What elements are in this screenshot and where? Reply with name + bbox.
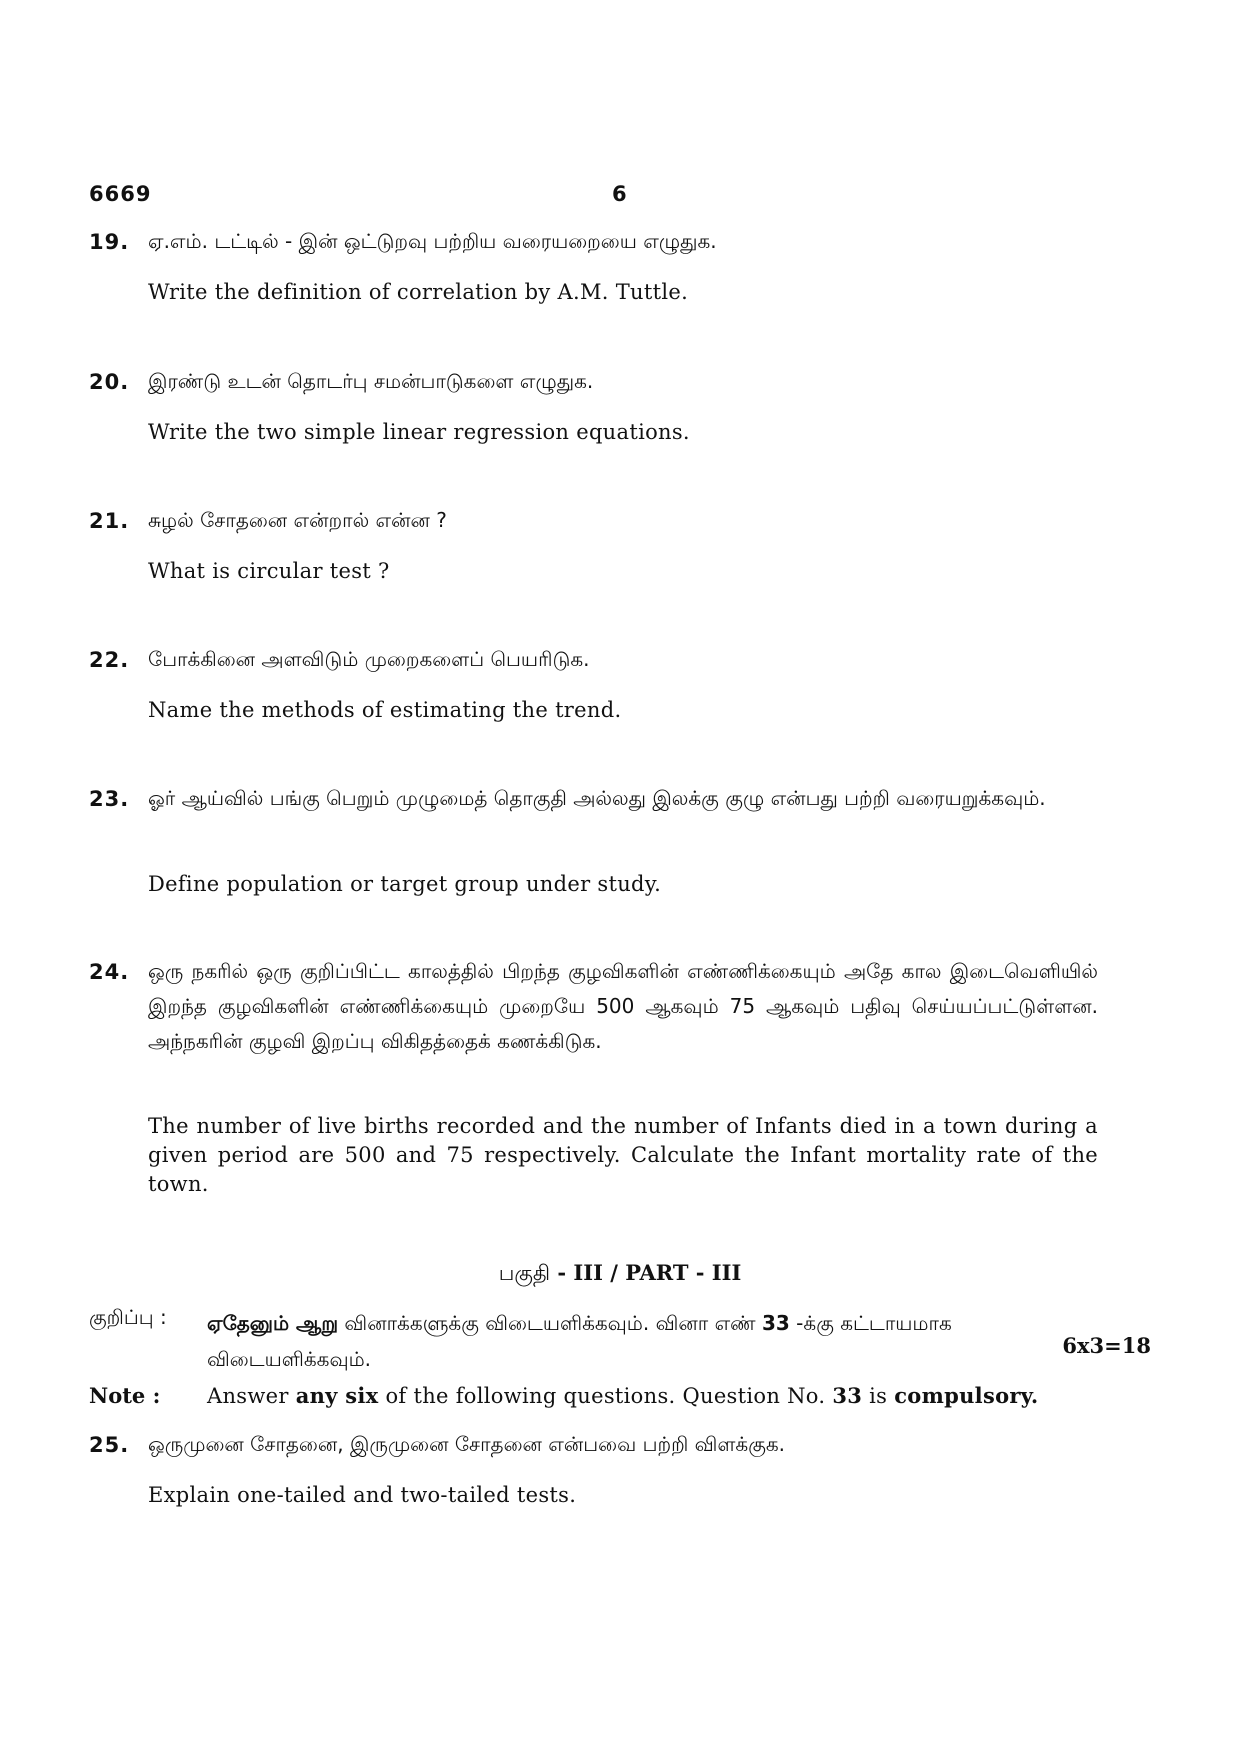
note-english-text-2: of the following questions. Question No.	[378, 1384, 833, 1408]
note-english-text-3: is	[862, 1384, 895, 1408]
note-text-english	[207, 1383, 1107, 1408]
part-heading-roman: III	[573, 1260, 603, 1285]
note-tamil-text-2: -க்கு கட்டாயமாக விடையளிக்கவும்.	[207, 1311, 952, 1371]
part-heading-english: PART - III	[625, 1260, 742, 1285]
note-tamil-text-1: வினாக்களுக்கு விடையளிக்கவும். வினா எண்	[338, 1311, 762, 1335]
note-tamil-bold-any-six: ஏதேனும் ஆறு	[207, 1311, 339, 1335]
note-english-bold-compulsory: compulsory.	[894, 1383, 1039, 1408]
marks-allocation: 6x3=18	[1062, 1333, 1151, 1358]
note-english-text-1: Answer	[207, 1384, 296, 1408]
question-number: 23.	[89, 787, 130, 811]
note-label-tamil: குறிப்பு :	[89, 1305, 167, 1329]
part-heading-slash: /	[602, 1260, 626, 1285]
note-text-tamil	[207, 1305, 1107, 1377]
question-text-english: Explain one-tailed and two-tailed tests.	[148, 1483, 577, 1507]
question-number: 22.	[89, 648, 130, 672]
note-english-bold-any-six: any six	[295, 1383, 379, 1408]
question-text-english: Write the definition of correlation by A.M. Tuttle.	[148, 280, 689, 304]
question-text-english: Define population or target group under study.	[148, 872, 662, 896]
question-text-english: Name the methods of estimating the trend.	[148, 698, 622, 722]
question-number: 21.	[89, 509, 130, 533]
question-text-english: Write the two simple linear regression equations.	[148, 420, 690, 444]
part-heading	[0, 1260, 1240, 1288]
question-text-tamil: போக்கினை அளவிடும் முறைகளைப் பெயரிடுக.	[148, 647, 590, 671]
question-text-tamil: ஒரு நகரில் ஒரு குறிப்பிட்ட காலத்தில் பிறந்த குழவிகளின் எண்ணிக்கையும் அதே கால இடைவெளியில் இறந்த குழவிகளின் எண்ணிக்கையும் முறையே 500 ஆகவும் 75 ஆகவும் பதிவு செய்யப்பட்டுள்ளன. அந்நகரின் குழவி இறப்பு விகிதத்தைக் கணக்கிடுக.	[148, 959, 1098, 1053]
note-tamil-bold-33: 33	[761, 1311, 790, 1335]
paper-code: 6669	[89, 182, 152, 206]
question-number: 24.	[89, 960, 130, 984]
question-text-tamil: இரண்டு உடன் தொடர்பு சமன்பாடுகளை எழுதுக.	[148, 369, 594, 393]
question-text-tamil: ஓர் ஆய்வில் பங்கு பெறும் முழுமைத் தொகுதி அல்லது இலக்கு குழு என்பது பற்றி வரையறுக்கவும்.	[148, 786, 1046, 810]
question-text-tamil: சுழல் சோதனை என்றால் என்ன ?	[148, 508, 447, 532]
part-heading-tamil: பகுதி	[498, 1261, 551, 1285]
question-text-tamil: ஒருமுனை சோதனை, இருமுனை சோதனை என்பவை பற்றி விளக்குக.	[148, 1432, 786, 1456]
question-text-english: What is circular test ?	[148, 559, 390, 583]
question-text-tamil: ஏ.எம். டட்டில் - இன் ஒட்டுறவு பற்றிய வரையறையை எழுதுக.	[148, 229, 717, 253]
question-number: 25.	[89, 1433, 130, 1457]
page-number: 6	[612, 182, 627, 206]
question-text-english: The number of live births recorded and the number of Infants died in a town during a given period are 500 and 75 respectively. Calculate the Infant mortality rate of the town.	[148, 1114, 1098, 1196]
part-heading-sep: -	[550, 1260, 574, 1285]
note-english-bold-33: 33	[832, 1383, 863, 1408]
note-label-english: Note :	[89, 1383, 161, 1408]
question-number: 19.	[89, 230, 130, 254]
question-number: 20.	[89, 370, 130, 394]
